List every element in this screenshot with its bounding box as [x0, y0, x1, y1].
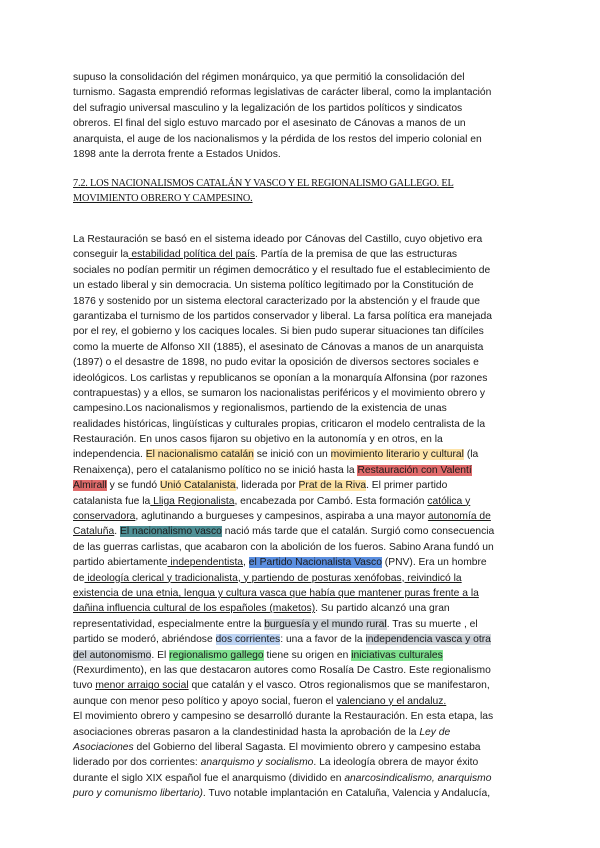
text-line — [73, 740, 531, 755]
text-run: que catalán y el vasco. Otros regionalismos que se manifestaron, — [188, 680, 490, 692]
text-run: y se fundó — [106, 480, 160, 492]
highlight-pnv: el Partido Nacionalista Vasco — [248, 557, 382, 569]
italic-text: Asociaciones — [73, 741, 134, 753]
text-line — [73, 509, 531, 524]
text-line — [73, 648, 531, 663]
text-run: . El — [151, 649, 170, 661]
text-line: El movimiento obrero y campesino se desarrolló durante la Restauración. En esta etapa, las — [73, 711, 494, 723]
highlight-catalan-nationalism: El nacionalismo catalán — [145, 449, 254, 461]
text-run: nació más tarde que el catalán. Surgió como consecuencia — [221, 526, 495, 538]
underlined-text: independentista — [167, 557, 244, 569]
italic-text: anarcosindicalismo, anarquismo — [344, 772, 492, 784]
highlight-almirall: Restauración con Valentí — [357, 464, 472, 476]
text-run: del Gobierno del liberal Sagasta. El movimiento obrero y campesino estaba — [133, 741, 481, 753]
highlight-basque-nationalism: El nacionalismo vasco — [119, 526, 222, 538]
text-line: Restauración. En unos casos fijaron su objetivo en la autonomía y en otros, en la — [73, 434, 443, 446]
underlined-text: autonomía de — [427, 511, 491, 523]
text-line: La Restauración se basó en el sistema ideado por Cánovas del Castillo, cuyo objetivo era — [73, 234, 483, 245]
text-line: garantizaba el turnismo de los partidos conservador y liberal. La farsa política era manejada — [73, 310, 492, 322]
underlined-text: Lliga Regionalista — [150, 495, 235, 507]
italic-text: puro y comunismo libertario) — [73, 788, 203, 800]
text-run: , encabezada por Cambó. Esta formación — [234, 495, 428, 507]
text-line: realidades históricas, lingüísticas y culturales propias, criticaron el modelo centralista de la — [73, 418, 486, 430]
underlined-text: menor arraigo social — [95, 680, 189, 692]
underlined-text: estabilidad política del país — [128, 249, 256, 261]
text-line — [73, 447, 531, 462]
highlight-bourgeoisie: burguesía y el mundo rural — [264, 618, 387, 630]
text-run: (PNV). Era un hombre — [381, 557, 487, 569]
highlight-almirall: Almirall — [73, 480, 107, 492]
underlined-text: conservadora — [73, 511, 136, 523]
underlined-text: valenciano y el andaluz. — [336, 695, 447, 707]
underlined-text: católica y — [427, 495, 471, 507]
italic-text: Ley de — [419, 726, 451, 738]
section-heading — [73, 176, 543, 207]
underlined-text: existencia de una etnia, lengua y cultura vasca que había que mantener puras frente a la — [73, 587, 479, 599]
text-line: campesino.Los nacionalismos y regionalismos, partiendo de la existencia de unas — [73, 403, 447, 415]
text-run: (la — [463, 449, 479, 461]
text-run: se inició con un — [253, 449, 331, 461]
text-line — [73, 478, 531, 493]
text-line: supuso la consolidación del régimen monárquico, ya que permitió la consolidación del — [73, 72, 465, 83]
text-line: de las guerras carlistas, que acabaron con la abolición de los fueros. Sabino Arana fundó un — [73, 541, 494, 553]
text-line — [73, 247, 531, 262]
text-line — [73, 494, 531, 509]
text-run: liderado por dos corrientes: — [73, 757, 201, 769]
text-line: como la muerte de Alfonso XII (1885), el asesinato de Cánovas a manos de un anarquista — [73, 341, 484, 353]
underlined-text: dañina influencia cultural de los españoles (maketos) — [73, 603, 316, 615]
text-run: partido se moderó, abriéndose — [73, 634, 216, 646]
text-line: anarquista, el auge de los nacionalismos y la pérdida de los restos del imperio colonial en — [73, 133, 482, 145]
underlined-text: Cataluña — [73, 526, 115, 538]
underlined-text: ideología clerical y tradicionalista, y partiendo de posturas xenófobas, reivindicó la — [84, 572, 462, 584]
text-run: asociaciones obreras pasaron a la clandestinidad hasta la aprobación de la — [73, 726, 420, 738]
text-line: (1897) o el desastre de 1898, no pudo evitar la oposición de diversos sectores sociales e — [73, 357, 479, 369]
italic-text: anarquismo y socialismo — [200, 757, 314, 769]
text-line — [73, 755, 531, 770]
highlight-prat-de-la-riva: Prat de la Riva — [298, 480, 367, 492]
text-run: Renaixença), pero el catalanismo político no se inició hasta la — [73, 464, 358, 476]
text-run: , — [243, 557, 249, 569]
text-line — [73, 555, 531, 570]
text-run: de — [73, 572, 85, 584]
text-line: un estado liberal y sin democracia. Un sistema político legitimado por la Constitución de — [73, 280, 474, 292]
text-line: contrapuestas) y a ellos, se sumaron los nacionalistas periféricos y el movimiento obrero y — [73, 387, 486, 399]
text-line — [73, 632, 531, 647]
text-line — [73, 571, 531, 586]
intro-paragraph — [73, 70, 531, 162]
text-line: (Rexurdimento), en las que destacaron autores como Rosalía De Castro. Este regionalismo — [73, 664, 491, 676]
text-run: conseguir la — [73, 249, 129, 261]
text-run: representatividad, especialmente entre la — [73, 618, 265, 630]
text-run: . — [114, 526, 120, 538]
text-run: tiene su origen en — [263, 649, 352, 661]
text-run: . El primer partido — [366, 480, 448, 492]
text-line — [73, 463, 531, 478]
text-run: . La ideología obrera de mayor éxito — [313, 757, 479, 769]
text-run: . Su partido alcanzó una gran — [315, 603, 450, 615]
text-line — [73, 524, 531, 539]
text-run: . Partía de la premisa de que las estructuras — [255, 249, 458, 261]
text-line — [73, 771, 531, 786]
text-line — [73, 617, 531, 632]
highlight-cultural-initiatives: iniciativas culturales — [351, 649, 443, 661]
heading-line: MOVIMIENTO OBRERO Y CAMPESINO. — [73, 193, 253, 205]
text-line: ideológicos. Los carlistas y republicanos se oponían a la monarquía Alfonsina (por razones — [73, 372, 488, 384]
text-run: independencia. — [73, 449, 146, 461]
text-line: obreros. El final del siglo estuvo marcado por el asesinato de Cánovas a manos de un — [73, 118, 466, 130]
text-run: durante el siglo XIX español fue el anarquismo (dividido en — [73, 772, 345, 784]
text-line: del sufragio universal masculino y la legalización de los partidos políticos y sindicatos — [73, 102, 463, 114]
text-run: , aglutinando a burgueses y campesinos, aspiraba a una mayor — [135, 511, 428, 523]
text-line — [73, 786, 531, 801]
text-line: 1876 y sostenido por un sistema electoral caracterizado por la abstención y el fraude que — [73, 295, 480, 307]
highlight-galician-regionalism: regionalismo gallego — [169, 649, 264, 661]
highlight-unio-catalanista: Unió Catalanista — [160, 480, 236, 492]
text-run: . Tuvo notable implantación en Cataluña, Valencia y Andalucía, — [202, 788, 491, 800]
heading-line: 7.2. LOS NACIONALISMOS CATALÁN Y VASCO Y EL REGIONALISMO GALLEGO. EL — [73, 178, 454, 189]
text-run: : una a favor de la — [280, 634, 366, 646]
text-line: 1898 ante la derrota frente a Estados Unidos. — [73, 148, 281, 160]
text-line — [73, 601, 531, 616]
text-line: sociales no podían permitir un régimen democrático y el resultado fue el establecimiento de — [73, 264, 491, 276]
text-run: . Tras su muerte , el — [386, 618, 478, 630]
text-line — [73, 725, 531, 740]
text-line — [73, 678, 531, 693]
highlight-literary-movement: movimiento literario y cultural — [330, 449, 464, 461]
highlight-independence: independencia vasca y otra — [365, 634, 491, 646]
text-line: por el rey, el gobierno y los caciques locales. Si bien pudo superar situaciones tan difíciles — [73, 326, 484, 338]
text-run: catalanista fue la — [73, 495, 151, 507]
text-line — [73, 694, 531, 709]
text-line: turnismo. Sagasta emprendió reformas legislativas de carácter liberal, como la implantación — [73, 87, 492, 99]
text-run: , liderada por — [235, 480, 299, 492]
body-paragraph — [73, 232, 531, 801]
text-run: aunque con menor peso político y apoyo social, fueron el — [73, 695, 337, 707]
text-run: partido abiertamente — [73, 557, 168, 569]
highlight-two-currents: dos corrientes — [215, 634, 281, 646]
highlight-autonomism: del autonomismo — [73, 649, 152, 661]
text-run: tuvo — [73, 680, 96, 692]
